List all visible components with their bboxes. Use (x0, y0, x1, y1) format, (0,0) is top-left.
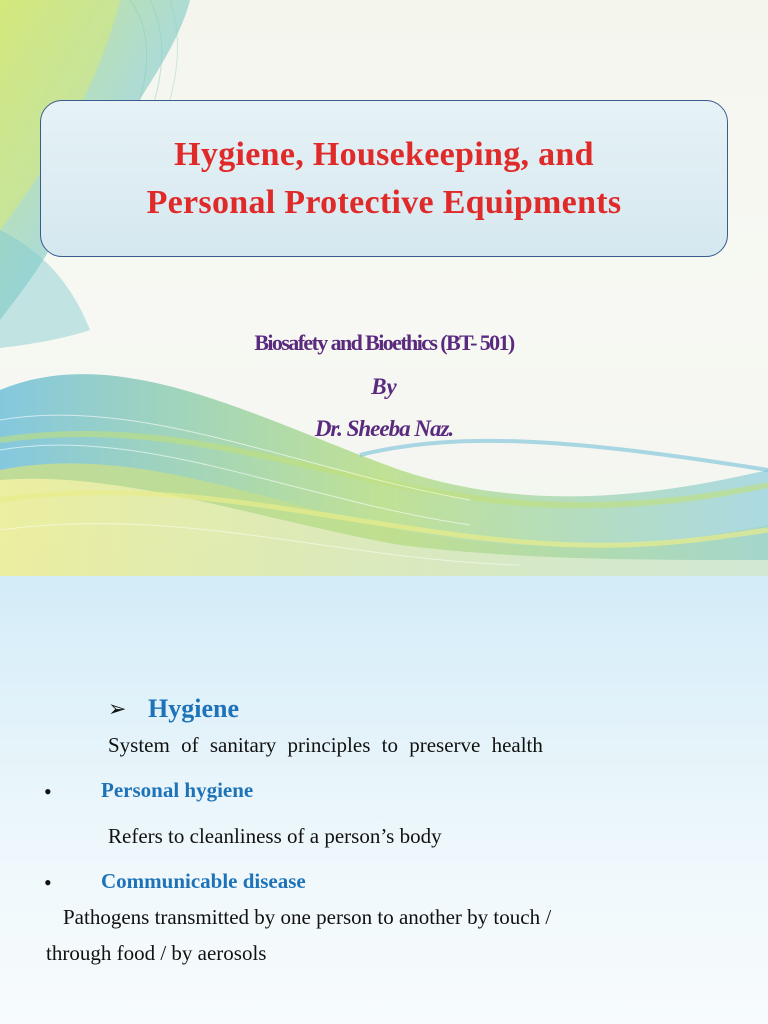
title-line-1: Hygiene, Housekeeping, and (174, 135, 594, 173)
course-name: Biosafety and Bioethics (BT- 501) (254, 330, 514, 355)
communicable-disease-definition-line-1: Pathogens transmitted by one person to another by touch / (63, 905, 552, 929)
title-box (40, 100, 728, 257)
communicable-disease-definition-line-2: through food / by aerosols (46, 941, 267, 965)
by-label: By (371, 374, 397, 399)
hygiene-definition: System of sanitary principles to preserve health (108, 733, 543, 757)
personal-hygiene-heading: Personal hygiene (101, 778, 254, 802)
author-name: Dr. Sheeba Naz. (314, 416, 454, 441)
bullet-icon: • (44, 779, 52, 804)
bullet-icon: • (44, 870, 52, 895)
communicable-disease-heading: Communicable disease (101, 869, 306, 893)
hygiene-heading: Hygiene (148, 694, 239, 723)
personal-hygiene-definition: Refers to cleanliness of a person’s body (108, 824, 442, 848)
content-slide (0, 576, 768, 1024)
slide-title (147, 131, 622, 227)
arrow-bullet-icon: ➢ (108, 696, 127, 721)
title-line-2: Personal Protective Equipments (146, 183, 622, 221)
